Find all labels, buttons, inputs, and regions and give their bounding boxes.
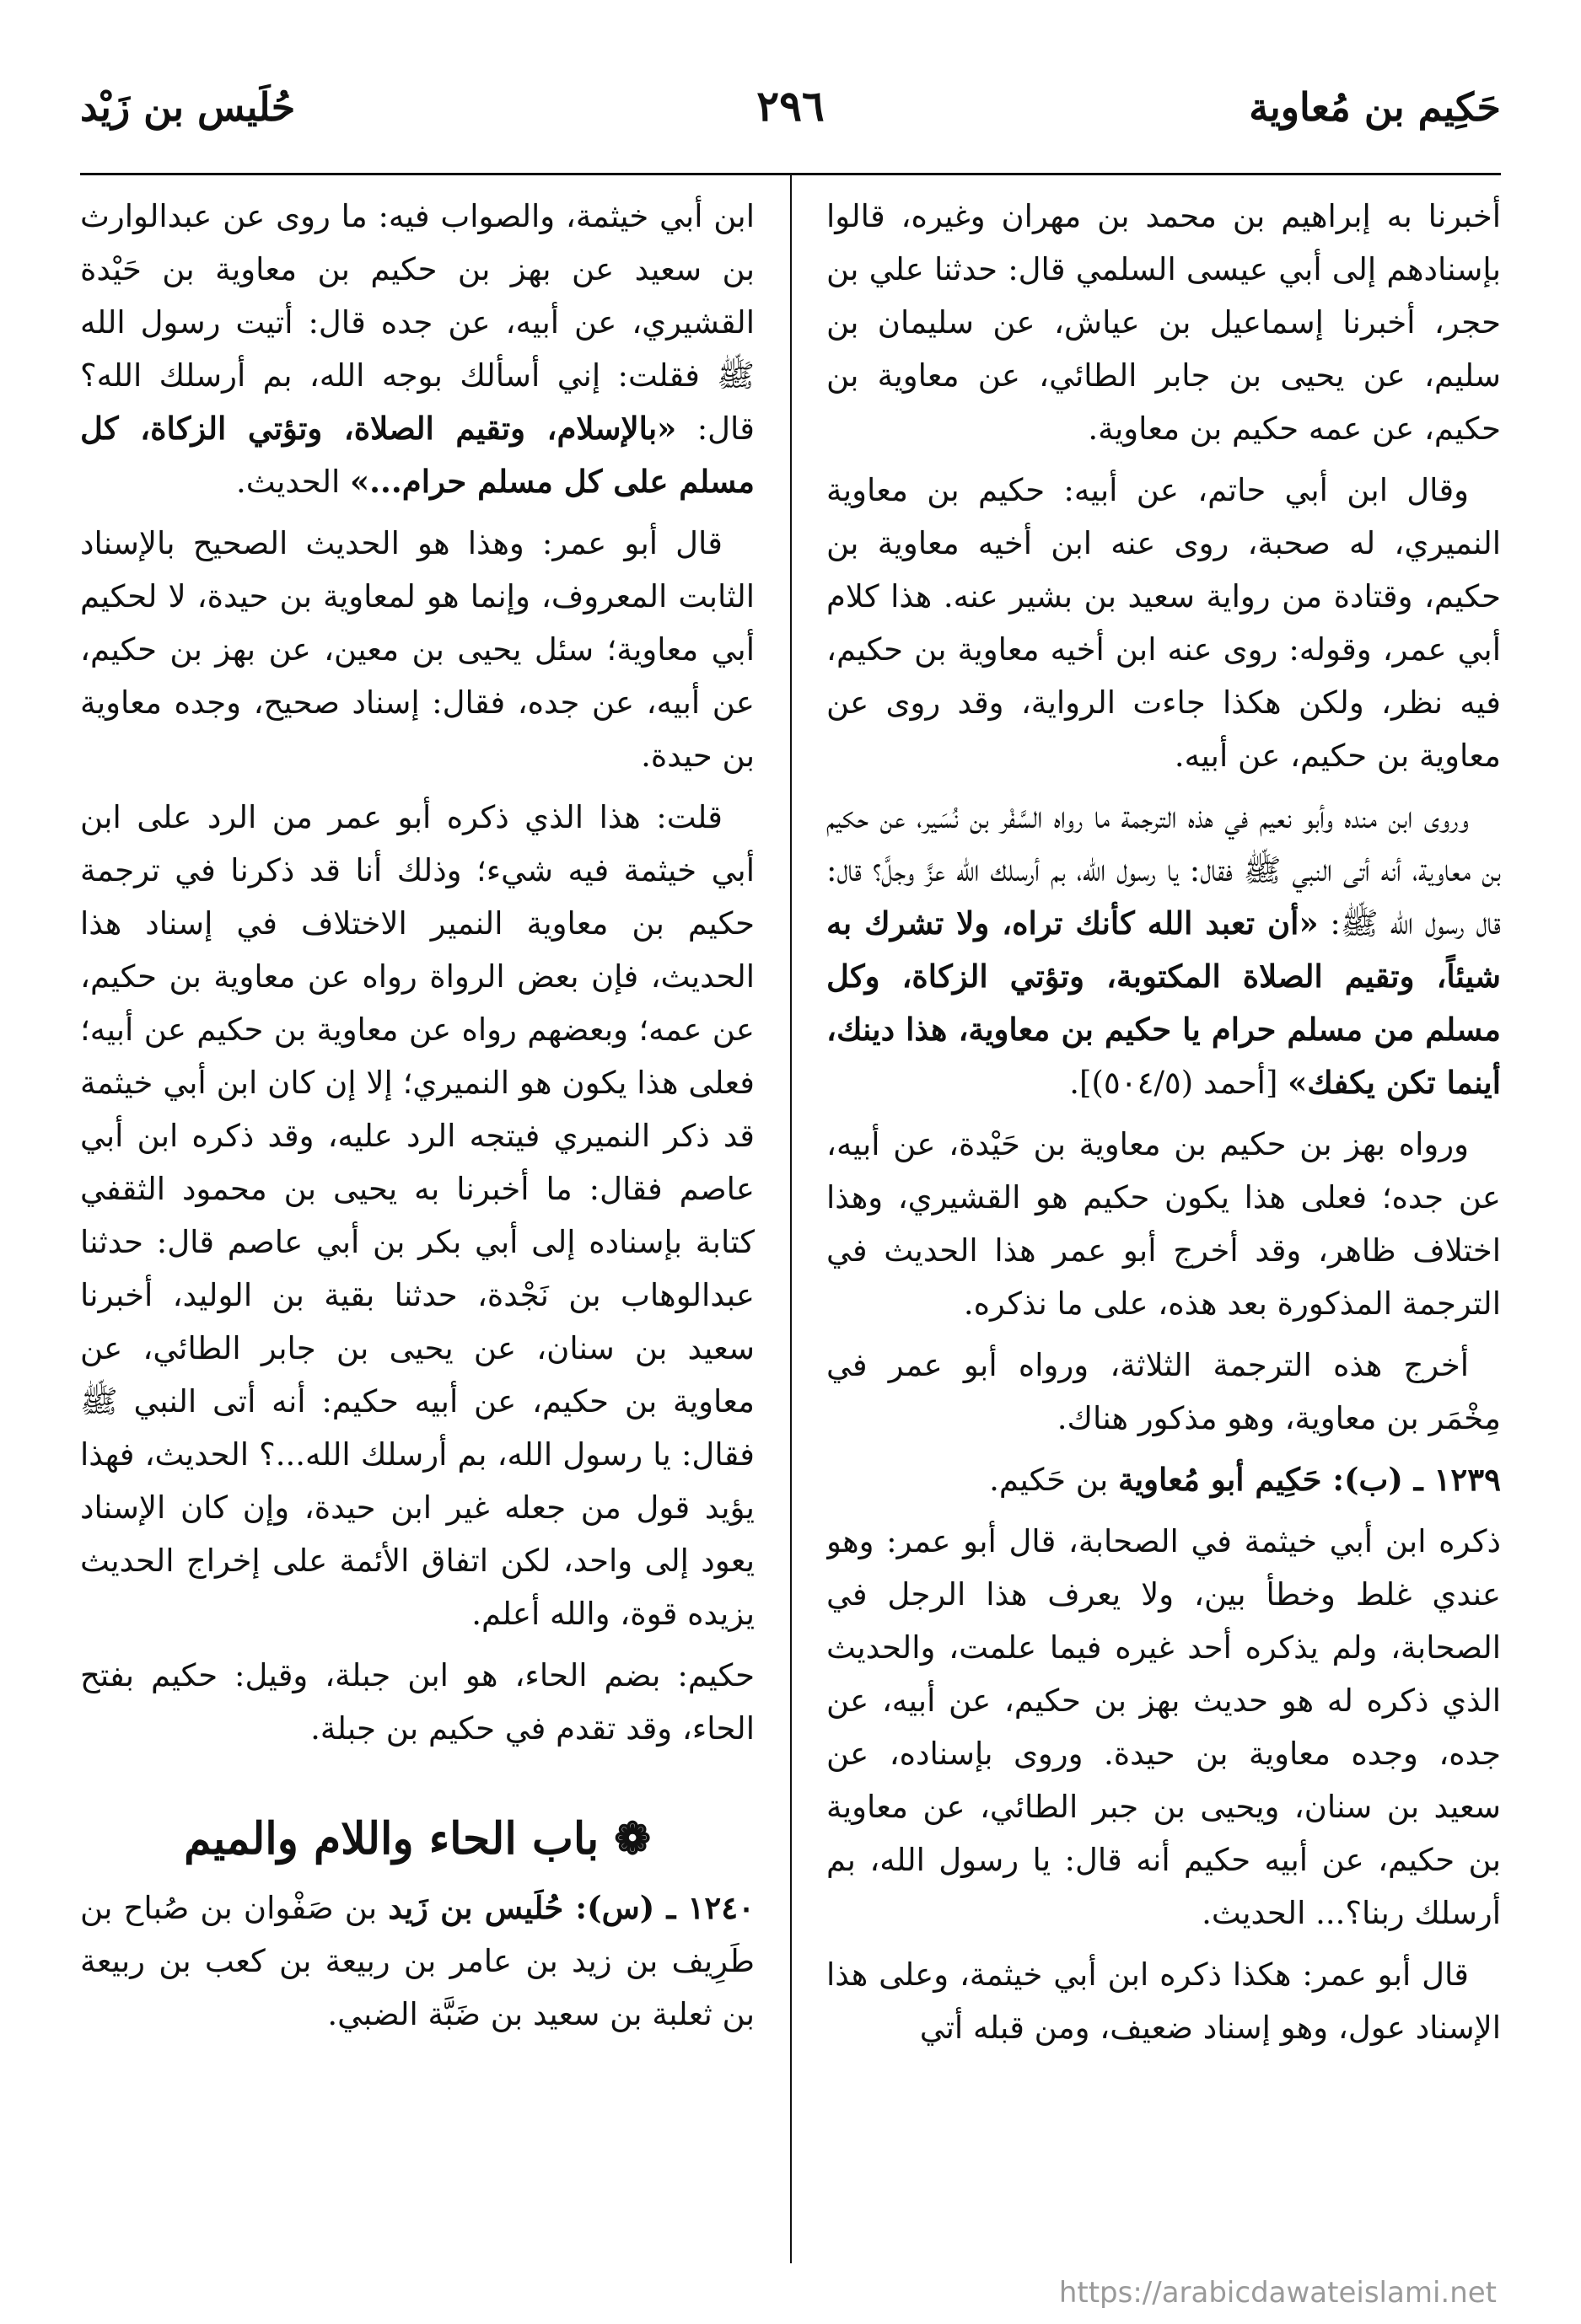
paragraph: أخرج هذه الترجمة الثلاثة، ورواه أبو عمر في مِخْمَر بن معاوية، وهو مذكور هناك. xyxy=(826,1347,1501,1436)
paragraph-text: ابن أبي خيثمة، والصواب فيه: ما روى عن عبدالوارث بن سعيد عن بهز بن حكيم بن معاوية بن حَيْدة القشيري، عن أبيه، عن جده قال: أتيت رسول الله ﷺ فقلت: إني أسألك بوجه الله، بم أرسلك الله؟ قال: xyxy=(80,198,755,447)
paragraph: حكيم: بضم الحاء، هو ابن جبلة، وقيل: حكيم بفتح الحاء، وقد تقدم في حكيم بن جبلة. xyxy=(80,1657,755,1747)
entry-heading-1240 xyxy=(80,1881,755,2041)
paragraph: قال أبو عمر: هكذا ذكره ابن أبي خيثمة، وعلى هذا الإسناد عول، وهو إسناد ضعيف، ومن قبله أتي xyxy=(826,1956,1501,2046)
paragraph: ورواه بهز بن حكيم بن معاوية بن حَيْدة، عن أبيه، عن جده؛ فعلى هذا يكون حكيم هو القشيري، وهذا اختلاف ظاهر، وقد أخرج أبو عمر هذا الحديث في الترجمة المذكورة بعد هذه، على ما نذكره. xyxy=(826,1126,1501,1322)
paragraph xyxy=(80,190,755,508)
section-title: ❁ باب الحاء واللام والميم xyxy=(184,1813,651,1865)
page-number: ٢٩٦ xyxy=(756,81,825,131)
hadith-quote: «بالإسلام، وتقيم الصلاة، وتؤتي الزكاة، كل مسلم على كل مسلم حرام...» xyxy=(80,410,755,500)
paragraph-text: الحديث. xyxy=(236,464,341,500)
entry-label: ١٢٤٠ ـ (س): حُلَيس بن زَيد xyxy=(388,1889,755,1926)
paragraph: أخبرنا به إبراهيم بن محمد بن مهران وغيره، قالوا بإسنادهم إلى أبي عيسى السلمي قال: حدثنا علي بن حجر، أخبرنا إسماعيل بن عياش، عن سليمان بن سليم، عن يحيى بن جابر الطائي، عن معاوية بن حكيم، عن عمه حكيم بن معاوية. xyxy=(826,198,1501,447)
page-header xyxy=(80,78,1501,170)
paragraph: قلت: هذا الذي ذكره أبو عمر من الرد على ابن أبي خيثمة فيه شيء؛ وذلك أنا قد ذكرنا في ترجمة حكيم بن معاوية النمير الاختلاف في إسناد هذا الحديث، فإن بعض الرواة رواه عن معاوية بن حكيم، عن عمه؛ وبعضهم رواه عن معاوية بن حكيم عن أبيه؛ فعلى هذا يكون هو النميري؛ إلا إن كان ابن أبي خيثمة قد ذكر النميري فيتجه الرد عليه، وقد ذكره ابن أبي عاصم فقال: ما أخبرنا به يحيى بن محمود الثقفي كتابة بإسناده إلى أبي بكر بن أبي عاصم قال: حدثنا عبدالوهاب بن نَجْدة، حدثنا بقية بن الوليد، أخبرنا سعيد بن سنان، عن يحيى بن جابر الطائي، عن معاوية بن حكيم، عن أبيه حكيم: أنه أتى النبي ﷺ فقال: يا رسول الله، بم أرسلك الله...؟ الحديث، فهذا يؤيد قول من جعله غير ابن حيدة، وإن كان الإسناد يعود إلى واحد، لكن اتفاق الأئمة على إخراج الحديث يزيده قوة، والله أعلم. xyxy=(80,799,755,1632)
paragraph xyxy=(826,791,1501,1109)
paragraph: قال أبو عمر: وهذا هو الحديث الصحيح بالإسناد الثابت المعروف، وإنما هو لمعاوية بن حيدة، لا لحكيم أبي معاوية؛ سئل يحيى بن معين، عن بهز بن حكيم، عن أبيه، عن جده، فقال: إسناد صحيح، وجده معاوية بن حيدة. xyxy=(80,525,755,774)
entry-heading-1239 xyxy=(826,1453,1501,1506)
hadith-quote: «أن تعبد الله كأنك تراه، ولا تشرك به شيئاً، وتقيم الصلاة المكتوبة، وتؤتي الزكاة، وكل مسلم من مسلم حرام يا حكيم بن معاوية، هذا دينك، أينما تكن يكفك» xyxy=(826,904,1501,1101)
citation: [أحمد (٥٠٤/٥)]. xyxy=(1069,1065,1278,1101)
right-column xyxy=(826,190,1501,2263)
watermark-url: https://arabicdawateislami.net xyxy=(1058,2276,1497,2310)
entry-label: ١٢٣٩ ـ (ب): حَكِيم أبو مُعاوية xyxy=(1118,1461,1501,1498)
entry-name-rest: بن صَفْوان بن صُباح بن طَرِيف بن زيد بن عامر بن ربيعة بن كعب بن ربيعة بن ثعلبة بن سعيد بن ضَبَّة الضبي. xyxy=(80,1890,755,2032)
column-divider xyxy=(790,173,792,2263)
left-column xyxy=(80,190,755,2263)
paragraph: وقال ابن أبي حاتم، عن أبيه: حكيم بن معاوية النميري، له صحبة، روى عنه ابن أخيه معاوية بن حكيم، وقتادة من رواية سعيد بن بشير عنه. هذا كلام أبي عمر، وقوله: روى عنه ابن أخيه معاوية بن حكيم، فيه نظر، ولكن هكذا جاءت الرواية، وقد روى عن معاوية بن حكيم، عن أبيه. xyxy=(826,472,1501,774)
paragraph-text: وروى ابن منده وأبو نعيم في هذه الترجمة ما رواه السَّفْر بن نُسَير، عن حكيم بن معاوية، أنه أتى النبي ﷺ فقال: يا رسول الله، بم أرسلك الله عزَّ وجلَّ؟ قال: قال رسول الله ﷺ: xyxy=(826,799,1501,942)
running-title-left: حُلَيس بن زَيْد xyxy=(80,84,296,130)
entry-name-rest: بن حَكيم. xyxy=(989,1462,1109,1498)
running-title-right: حَكِيم بن مُعاوية xyxy=(1249,84,1501,130)
paragraph: ذكره ابن أبي خيثمة في الصحابة، قال أبو عمر: وهو عندي غلط وخطأ بين، ولا يعرف هذا الرجل في الصحابة، ولم يذكره أحد غيره فيما علمت، والحديث الذي ذكره له هو حديث بهز بن حكيم، عن أبيه، عن جده، وجده معاوية بن حيدة. وروى بإسناده، عن سعيد بن سنان، ويحيى بن جبر الطائي، عن معاوية بن حكيم، عن أبيه حكيم أنه قال: يا رسول الله، بم أرسلك ربنا؟... الحديث. xyxy=(826,1523,1501,1931)
